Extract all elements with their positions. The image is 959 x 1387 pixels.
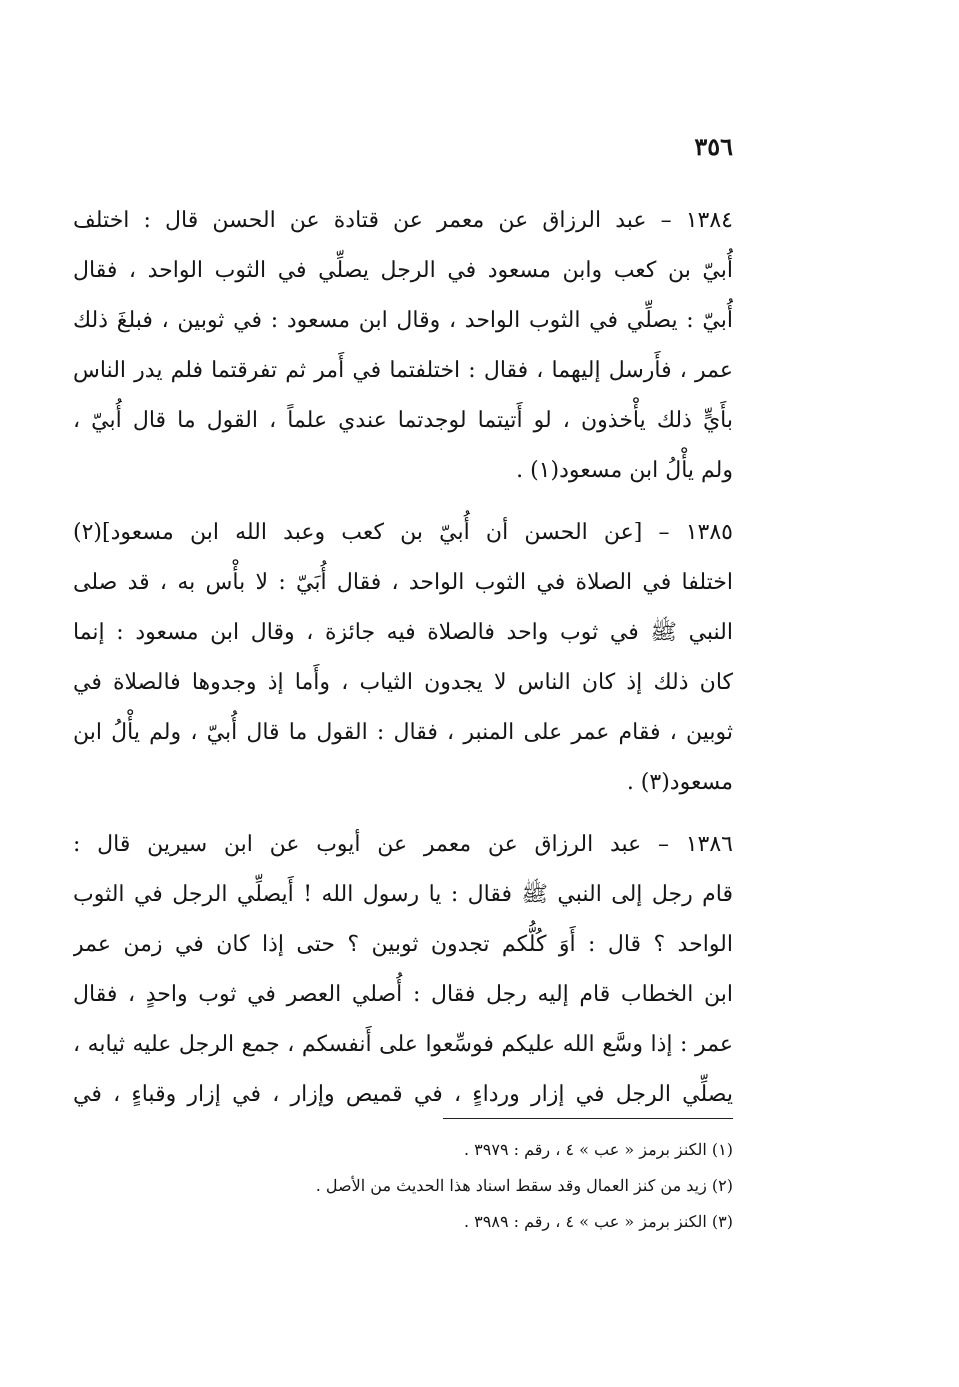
footnote-separator [443,1118,733,1119]
footnotes [173,1132,733,1240]
text-line: النبي ﷺ في ثوب واحد فالصلاة فيه جائزة ، وقال ابن مسعود : إنما [73,620,733,645]
hadith-1384 [73,196,733,496]
text-line: قام رجل إلى النبي ﷺ فقال : يا رسول الله ! أَيصلِّي الرجل في الثوب [73,882,733,907]
text-line: عمر : إذا وسَّع الله عليكم فوسِّعوا على أَنفسكم ، جمع الرجل عليه ثيابه ، [73,1032,733,1057]
text-line: ١٣٨٤ – عبد الرزاق عن معمر عن قتادة عن الحسن قال : اختلف [73,208,733,233]
footnote-1: (١) الكنز برمز « عب » ٤ ، رقم : ٣٩٧٩ . [464,1140,733,1159]
text-line: ١٣٨٥ – [عن الحسن أن أُبيّ بن كعب وعبد الله ابن مسعود](٢) [73,520,733,545]
text-line: ١٣٨٦ – عبد الرزاق عن معمر عن أيوب عن ابن سيرين قال : [73,832,733,857]
hadith-1385 [73,508,733,808]
text-line: يصلِّي الرجل في إزار ورداءٍ ، في قميص وإزار ، في إزار وقباءٍ ، في [73,1082,733,1107]
text-line: عمر ، فأَرسل إليهما ، فقال : اختلفتما في أَمر ثم تفرقتما فلم يدر الناس [73,358,733,383]
text-line: ابن الخطاب قام إليه رجل فقال : أُصلي العصر في ثوب واحدٍ ، فقال [73,982,733,1007]
footnote-2: (٢) زيد من كنز العمال وقد سقط اسناد هذا الحديث من الأصل . [315,1176,733,1195]
hadith-1386 [73,820,733,1120]
text-line: أُبيّ : يصلِّي في الثوب الواحد ، وقال ابن مسعود : في ثوبين ، فبلغَ ذلك [73,308,733,333]
main-text [73,196,733,1132]
text-line: الواحد ؟ قال : أَوَ كُلُّكم تجدون ثوبين ؟ حتى إذا كان في زمن عمر [73,932,733,957]
text-line: كان ذلك إذ كان الناس لا يجدون الثياب ، وأَما إذ وجدوها فالصلاة في [73,670,733,695]
text-line: مسعود(٣) . [626,770,733,795]
text-line: ولم يأْلُ ابن مسعود(١) . [516,458,733,483]
footnote-3: (٣) الكنز برمز « عب » ٤ ، رقم : ٣٩٨٩ . [464,1212,733,1231]
text-line: ثوبين ، فقام عمر على المنبر ، فقال : القول ما قال أُبيّ ، ولم يأْلُ ابن [73,720,733,745]
text-line: اختلفا في الصلاة في الثوب الواحد ، فقال أُبَيّ : لا بأْس به ، قد صلى [73,570,733,595]
page-number: ٣٥٦ [694,132,733,161]
text-line: بأَيٍّ ذلك يأْخذون ، لو أَتيتما لوجدتما عندي علماً ، القول ما قال أُبيّ ، [73,408,733,433]
text-line: أُبيّ بن كعب وابن مسعود في الرجل يصلِّي في الثوب الواحد ، فقال [73,258,733,283]
